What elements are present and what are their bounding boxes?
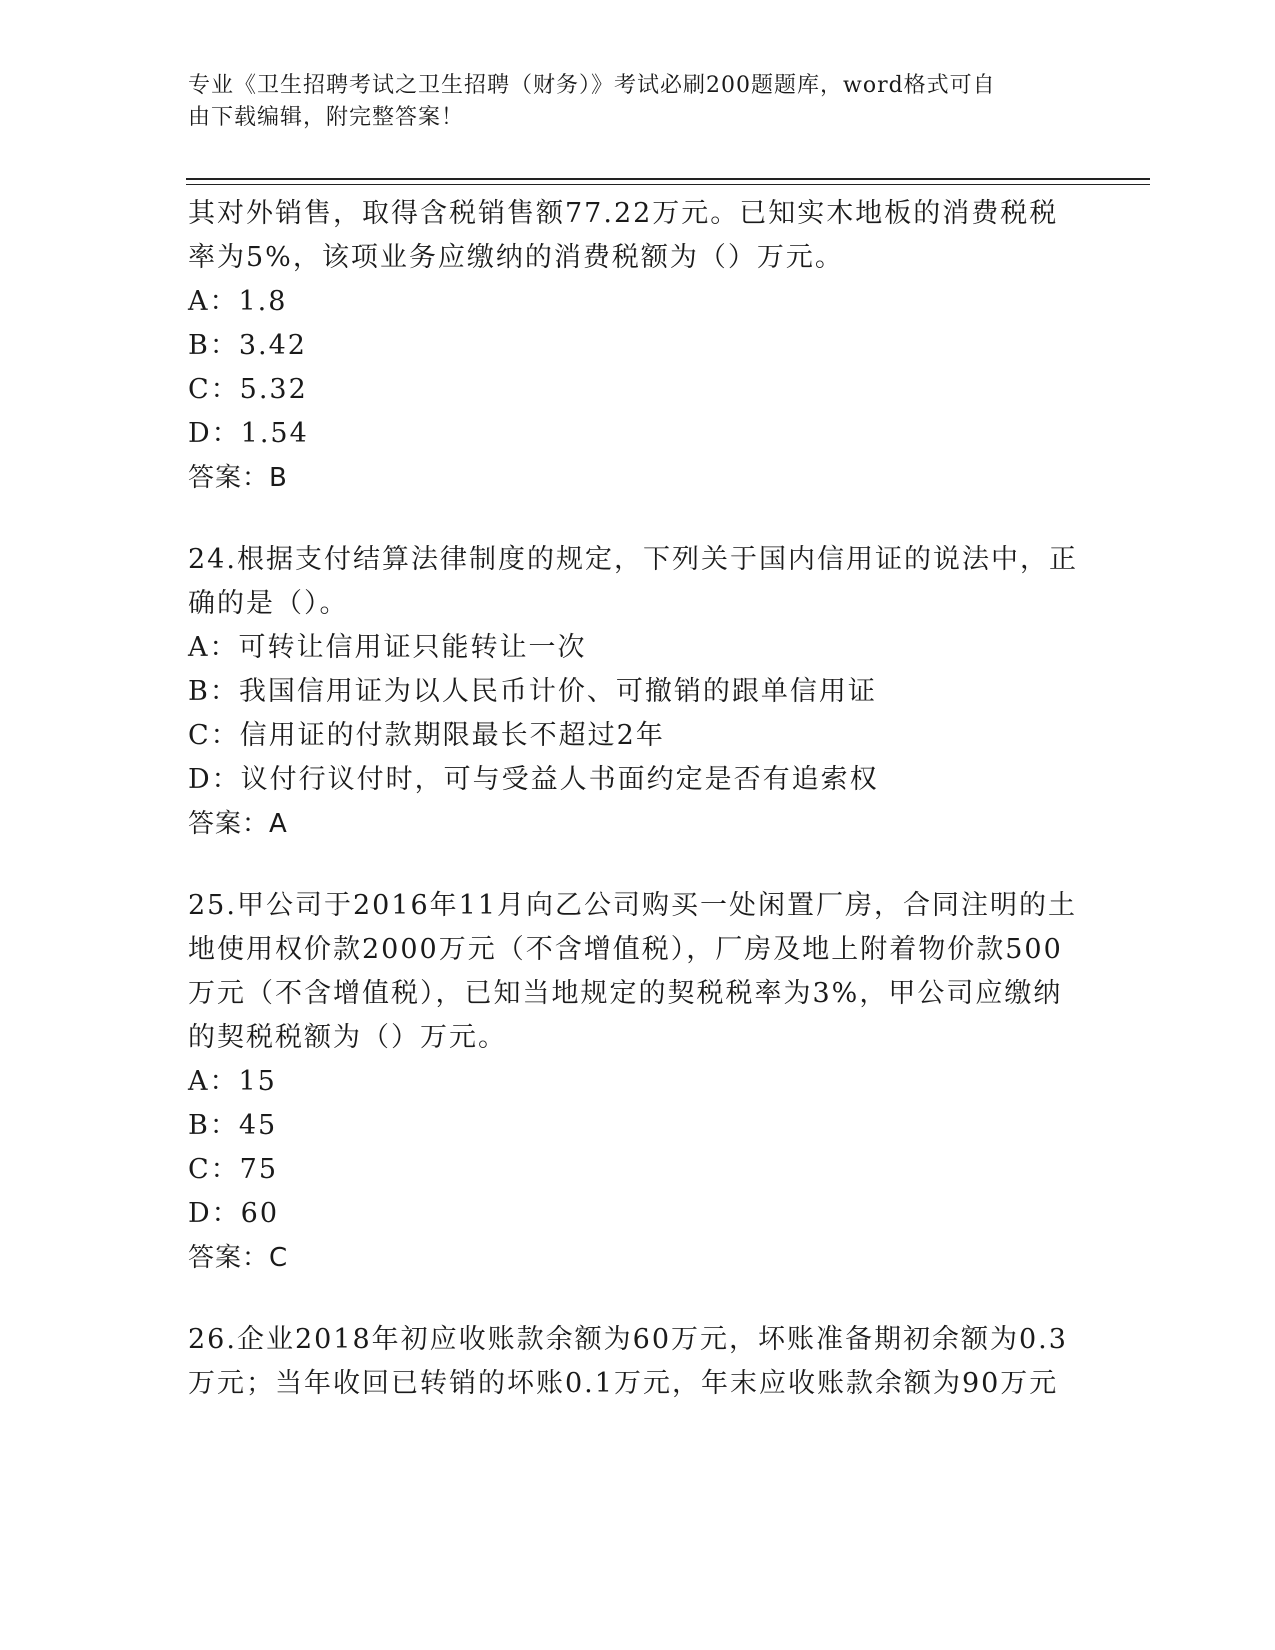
question-text-line: 其对外销售，取得含税销售额77.22万元。已知实木地板的消费税税 xyxy=(188,198,1059,229)
option-a: A：1.8 xyxy=(188,286,288,317)
question-25 xyxy=(188,884,1078,1280)
answer-label: 答案：A xyxy=(188,809,288,839)
option-b: B：45 xyxy=(188,1110,278,1141)
question-text-line: 率为5%，该项业务应缴纳的消费税额为（）万元。 xyxy=(188,242,844,273)
question-text-line: 24.根据支付结算法律制度的规定，下列关于国内信用证的说法中，正 xyxy=(188,544,1078,575)
question-text-line: 26.企业2018年初应收账款余额为60万元，坏账准备期初余额为0.3 xyxy=(188,1324,1068,1355)
option-b: B：我国信用证为以人民币计价、可撤销的跟单信用证 xyxy=(188,676,877,707)
question-text-line: 25.甲公司于2016年11月向乙公司购买一处闲置厂房，合同注明的土 xyxy=(188,890,1078,921)
header-divider-thick xyxy=(186,178,1150,180)
question-text-line: 的契税税额为（）万元。 xyxy=(188,1022,507,1053)
question-text-line: 万元（不含增值税），已知当地规定的契税税率为3%，甲公司应缴纳 xyxy=(188,978,1063,1009)
option-d: D：议付行议付时，可与受益人书面约定是否有追索权 xyxy=(188,764,879,795)
option-d: D：1.54 xyxy=(188,418,309,449)
header-divider-thin xyxy=(186,184,1150,185)
option-c: C：信用证的付款期限最长不超过2年 xyxy=(188,720,665,751)
question-24 xyxy=(188,538,1078,846)
option-d: D：60 xyxy=(188,1198,280,1229)
question-26 xyxy=(188,1318,1078,1406)
question-text-line: 地使用权价款2000万元（不含增值税），厂房及地上附着物价款500 xyxy=(188,934,1063,965)
header-line-1: 专业《卫生招聘考试之卫生招聘（财务）》考试必刷200题题库，word格式可自 xyxy=(188,73,996,98)
header-line-2: 由下载编辑，附完整答案！ xyxy=(188,105,465,130)
option-a: A：可转让信用证只能转让一次 xyxy=(188,632,587,663)
question-list xyxy=(188,192,1078,1406)
answer-label: 答案：C xyxy=(188,1243,289,1273)
question-text-line: 确的是（）。 xyxy=(188,588,349,619)
question-text-line: 万元；当年收回已转销的坏账0.1万元，年末应收账款余额为90万元 xyxy=(188,1368,1059,1399)
question-continuation xyxy=(188,192,1078,500)
option-b: B：3.42 xyxy=(188,330,307,361)
document-header xyxy=(188,70,1068,134)
answer-label: 答案：B xyxy=(188,463,288,493)
option-c: C：5.32 xyxy=(188,374,308,405)
option-c: C：75 xyxy=(188,1154,279,1185)
option-a: A：15 xyxy=(188,1066,277,1097)
